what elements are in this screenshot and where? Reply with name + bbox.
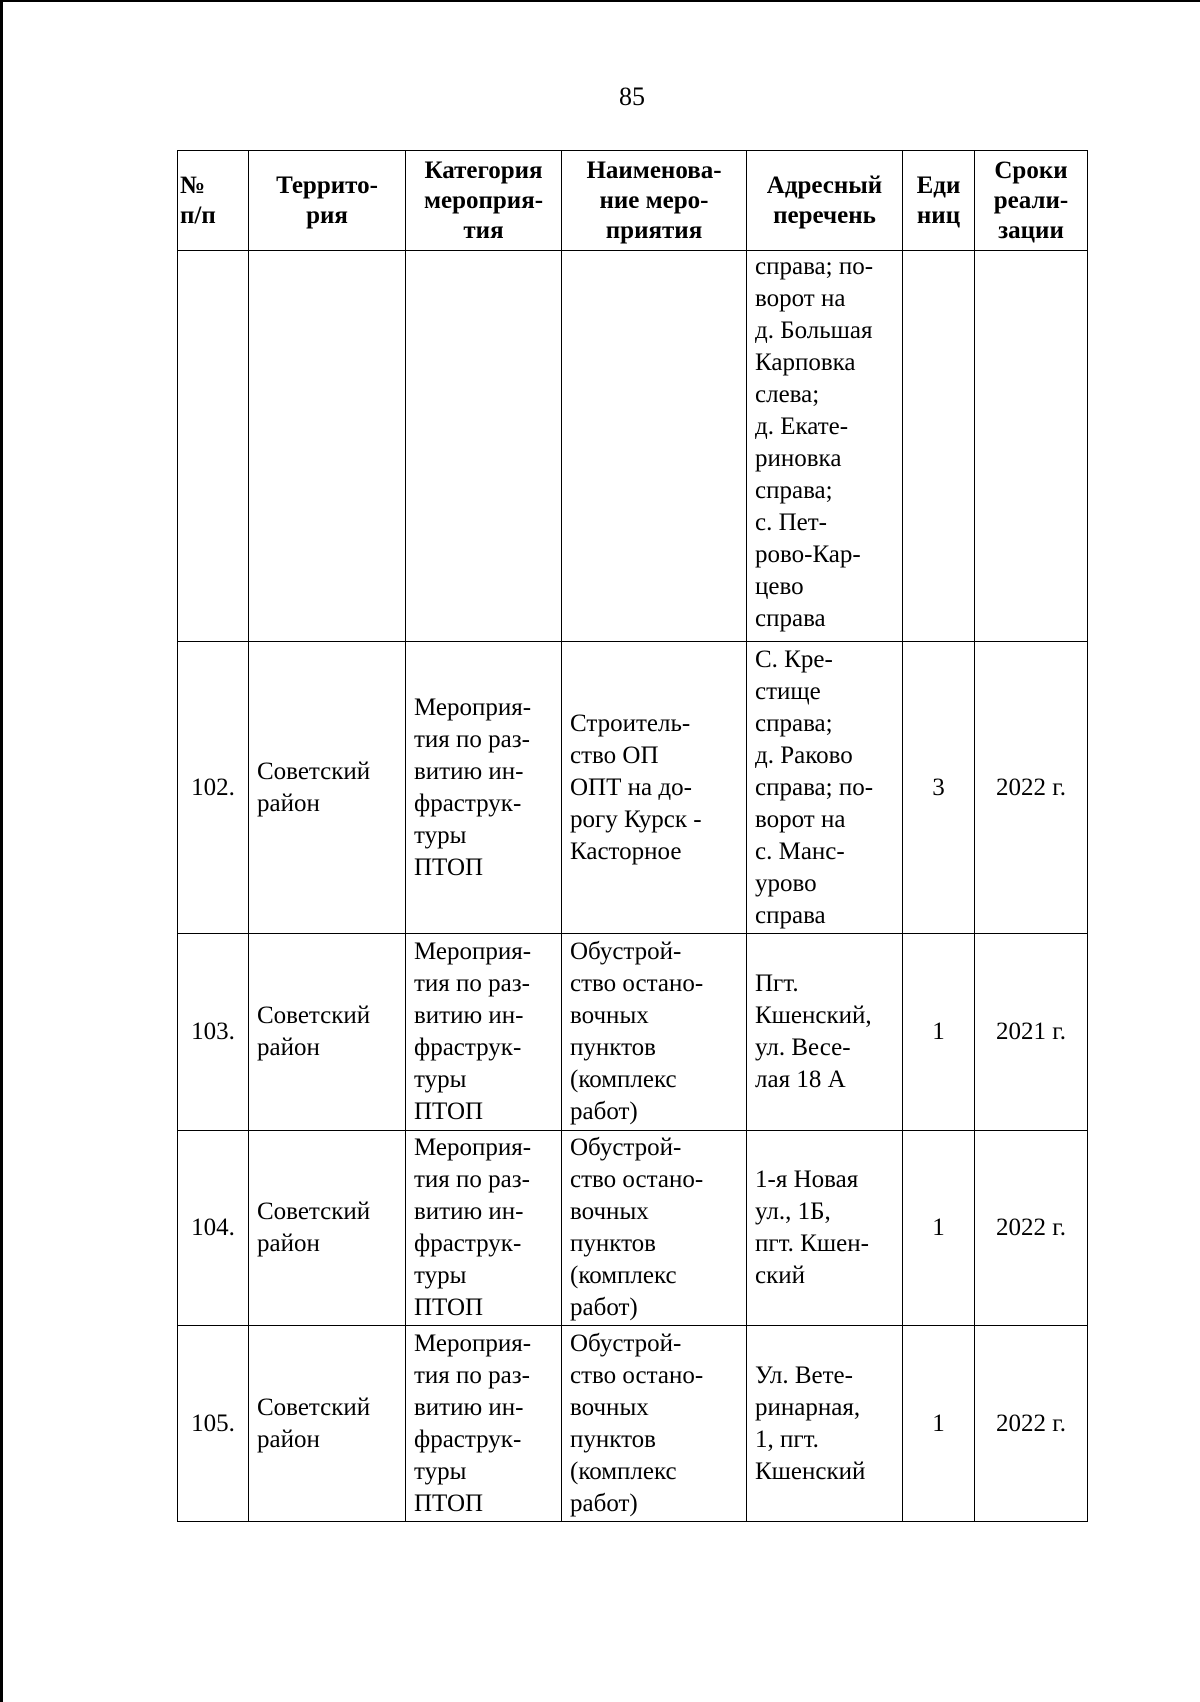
header-name: Наименова- ние меро- приятия (562, 151, 747, 251)
cont-territory (249, 251, 406, 642)
table-row (178, 934, 1088, 1131)
header-num: № п/п (178, 151, 249, 251)
row-address: Ул. Вете- ринарная, 1, пгт. Кшенский (747, 1326, 903, 1522)
cont-num (178, 251, 249, 642)
header-units: Еди ниц (903, 151, 975, 251)
cont-terms (975, 251, 1088, 642)
row-num: 103. (178, 934, 249, 1131)
row-num: 102. (178, 642, 249, 934)
table-row (178, 1131, 1088, 1326)
row-address: С. Кре- стище справа; д. Раково справа; по- ворот на с. Манс- урово справа (747, 642, 903, 934)
header-row (178, 151, 1088, 251)
row-territory: Советский район (249, 1131, 406, 1326)
scan-edge-left (0, 0, 3, 1702)
row-address: Пгт. Кшенский, ул. Весе- лая 18 А (747, 934, 903, 1131)
row-units: 1 (903, 934, 975, 1131)
row-category: Мероприя- тия по раз- витию ин- фраструк- туры ПТОП (406, 1131, 562, 1326)
cont-category (406, 251, 562, 642)
measures-table (177, 150, 1088, 1522)
row-name: Обустрой- ство остано- вочных пунктов (комплекс работ) (562, 1326, 747, 1522)
row-units: 1 (903, 1326, 975, 1522)
row-units: 1 (903, 1131, 975, 1326)
header-territory: Террито- рия (249, 151, 406, 251)
cont-address: справа; по- ворот на д. Большая Карповка слева; д. Екате- риновка справа; с. Пет- рово-Кар- цево справа (747, 251, 903, 642)
row-units: 3 (903, 642, 975, 934)
row-territory: Советский район (249, 642, 406, 934)
header-category: Категория мероприя- тия (406, 151, 562, 251)
row-terms: 2022 г. (975, 642, 1088, 934)
row-num: 104. (178, 1131, 249, 1326)
row-name: Обустрой- ство остано- вочных пунктов (комплекс работ) (562, 934, 747, 1131)
row-category: Мероприя- тия по раз- витию ин- фраструк- туры ПТОП (406, 1326, 562, 1522)
row-num: 105. (178, 1326, 249, 1522)
continuation-row (178, 251, 1088, 642)
row-category: Мероприя- тия по раз- витию ин- фраструк- туры ПТОП (406, 642, 562, 934)
row-address: 1-я Новая ул., 1Б, пгт. Кшен- ский (747, 1131, 903, 1326)
header-address: Адресный перечень (747, 151, 903, 251)
table-row (178, 642, 1088, 934)
cont-name (562, 251, 747, 642)
row-name: Строитель- ство ОП ОПТ на до- рогу Курск - Касторное (562, 642, 747, 934)
row-territory: Советский район (249, 1326, 406, 1522)
row-name: Обустрой- ство остано- вочных пунктов (комплекс работ) (562, 1131, 747, 1326)
row-terms: 2022 г. (975, 1326, 1088, 1522)
row-terms: 2021 г. (975, 934, 1088, 1131)
scan-edge-top (0, 0, 1200, 2)
row-terms: 2022 г. (975, 1131, 1088, 1326)
table-row (178, 1326, 1088, 1522)
cont-units (903, 251, 975, 642)
header-terms: Сроки реали- зации (975, 151, 1088, 251)
row-territory: Советский район (249, 934, 406, 1131)
row-category: Мероприя- тия по раз- витию ин- фраструк- туры ПТОП (406, 934, 562, 1131)
page-number: 85 (619, 82, 645, 111)
